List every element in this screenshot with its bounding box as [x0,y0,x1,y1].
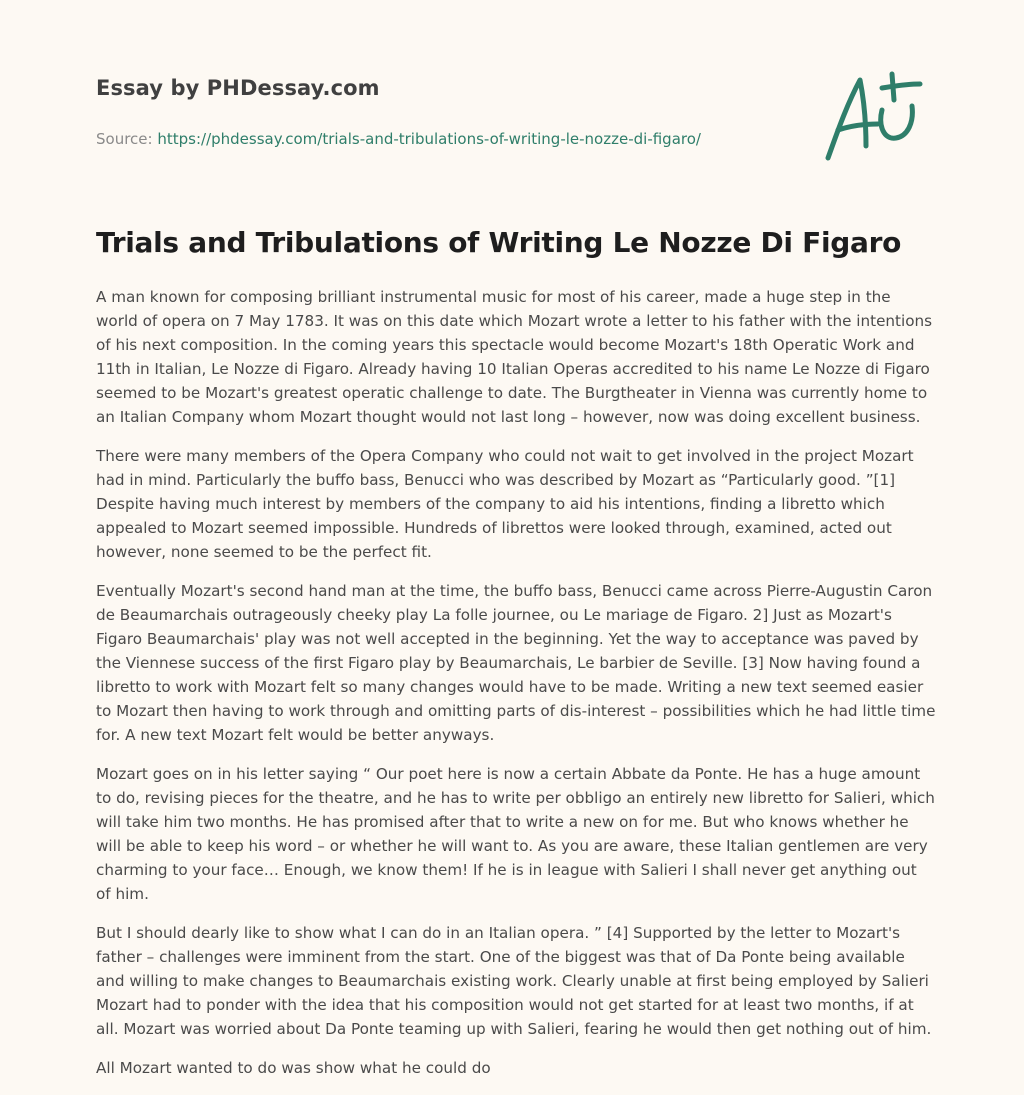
source-line [96,130,736,148]
paragraph: All Mozart wanted to do was show what he could do [96,1059,491,1077]
source-label: Source: [96,130,153,148]
source-link[interactable]: https://phdessay.com/trials-and-tribulations-of-writing-le-nozze-di-figaro/ [157,130,701,148]
paragraph: Eventually Mozart's second hand man at the time, the buffo bass, Benucci came across Pierre-Augustin Caron de Beaumarchais outrageously cheeky play La folle journee, ou Le mariage de Figaro. 2] Just as Mozart's Figaro Beaumarchais' play was not well accepted in the beginning. Yet the way to acceptance was paved by the Viennese success of the first Figaro play by Beaumarchais, Le barbier de Seville. [3] Now having found a libretto to work with Mozart felt so many changes would have to be made. Writing a new text seemed easier to Mozart then having to work through and omitting parts of dis-interest – possibilities which he had little time for. A new text Mozart felt would be better anyways. [96,582,936,744]
paragraph: But I should dearly like to show what I can do in an Italian opera. ” [4] Supported by the letter to Mozart's father – challenges were imminent from the start. One of the biggest was that of Da Ponte being available and willing to make changes to Beaumarchais existing work. Clearly unable at first being employed by Salieri Mozart had to ponder with the idea that his composition would not get started for at least two months, if at all. Mozart was worried about Da Ponte teaming up with Salieri, fearing he would then get nothing out of him. [96,924,932,1038]
paragraph: A man known for composing brilliant instrumental music for most of his career, made a huge step in the world of opera on 7 May 1783. It was on this date which Mozart wrote a letter to his father with the intentions of his next composition. In the coming years this spectacle would become Mozart's 18th Operatic Work and 11th in Italian, Le Nozze di Figaro. Already having 10 Italian Operas accredited to his name Le Nozze di Figaro seemed to be Mozart's greatest operatic challenge to date. The Burgtheater in Vienna was currently home to an Italian Company whom Mozart thought would not last long – however, now was doing excellent business. [96,288,933,426]
article-title: Trials and Tribulations of Writing Le Nozze Di Figaro [96,226,902,259]
paragraph: There were many members of the Opera Company who could not wait to get involved in the project Mozart had in mind. Particularly the buffo bass, Benucci who was described by Mozart as “Particularly good. ”[1] Despite having much interest by members of the company to aid his intentions, finding a libretto which appealed to Mozart seemed impossible. Hundreds of librettos were looked through, examined, acted out however, none seemed to be the perfect fit. [96,447,914,561]
page-header [96,76,736,148]
article-body [96,285,936,1095]
paragraph: Mozart goes on in his letter saying “ Our poet here is now a certain Abbate da Ponte. He has a huge amount to do, revising pieces for the theatre, and he has to write per obbligo an entirely new libretto for Salieri, which will take him two months. He has promised after that to write a new on for me. But who knows whether he will be able to keep his word – or whether he will want to. As you are aware, these Italian gentlemen are very charming to your face… Enough, we know them! If he is in league with Salieri I shall never get anything out of him. [96,765,935,903]
a-plus-grade-icon [820,66,930,166]
brand-title: Essay by PHDessay.com [96,76,380,100]
